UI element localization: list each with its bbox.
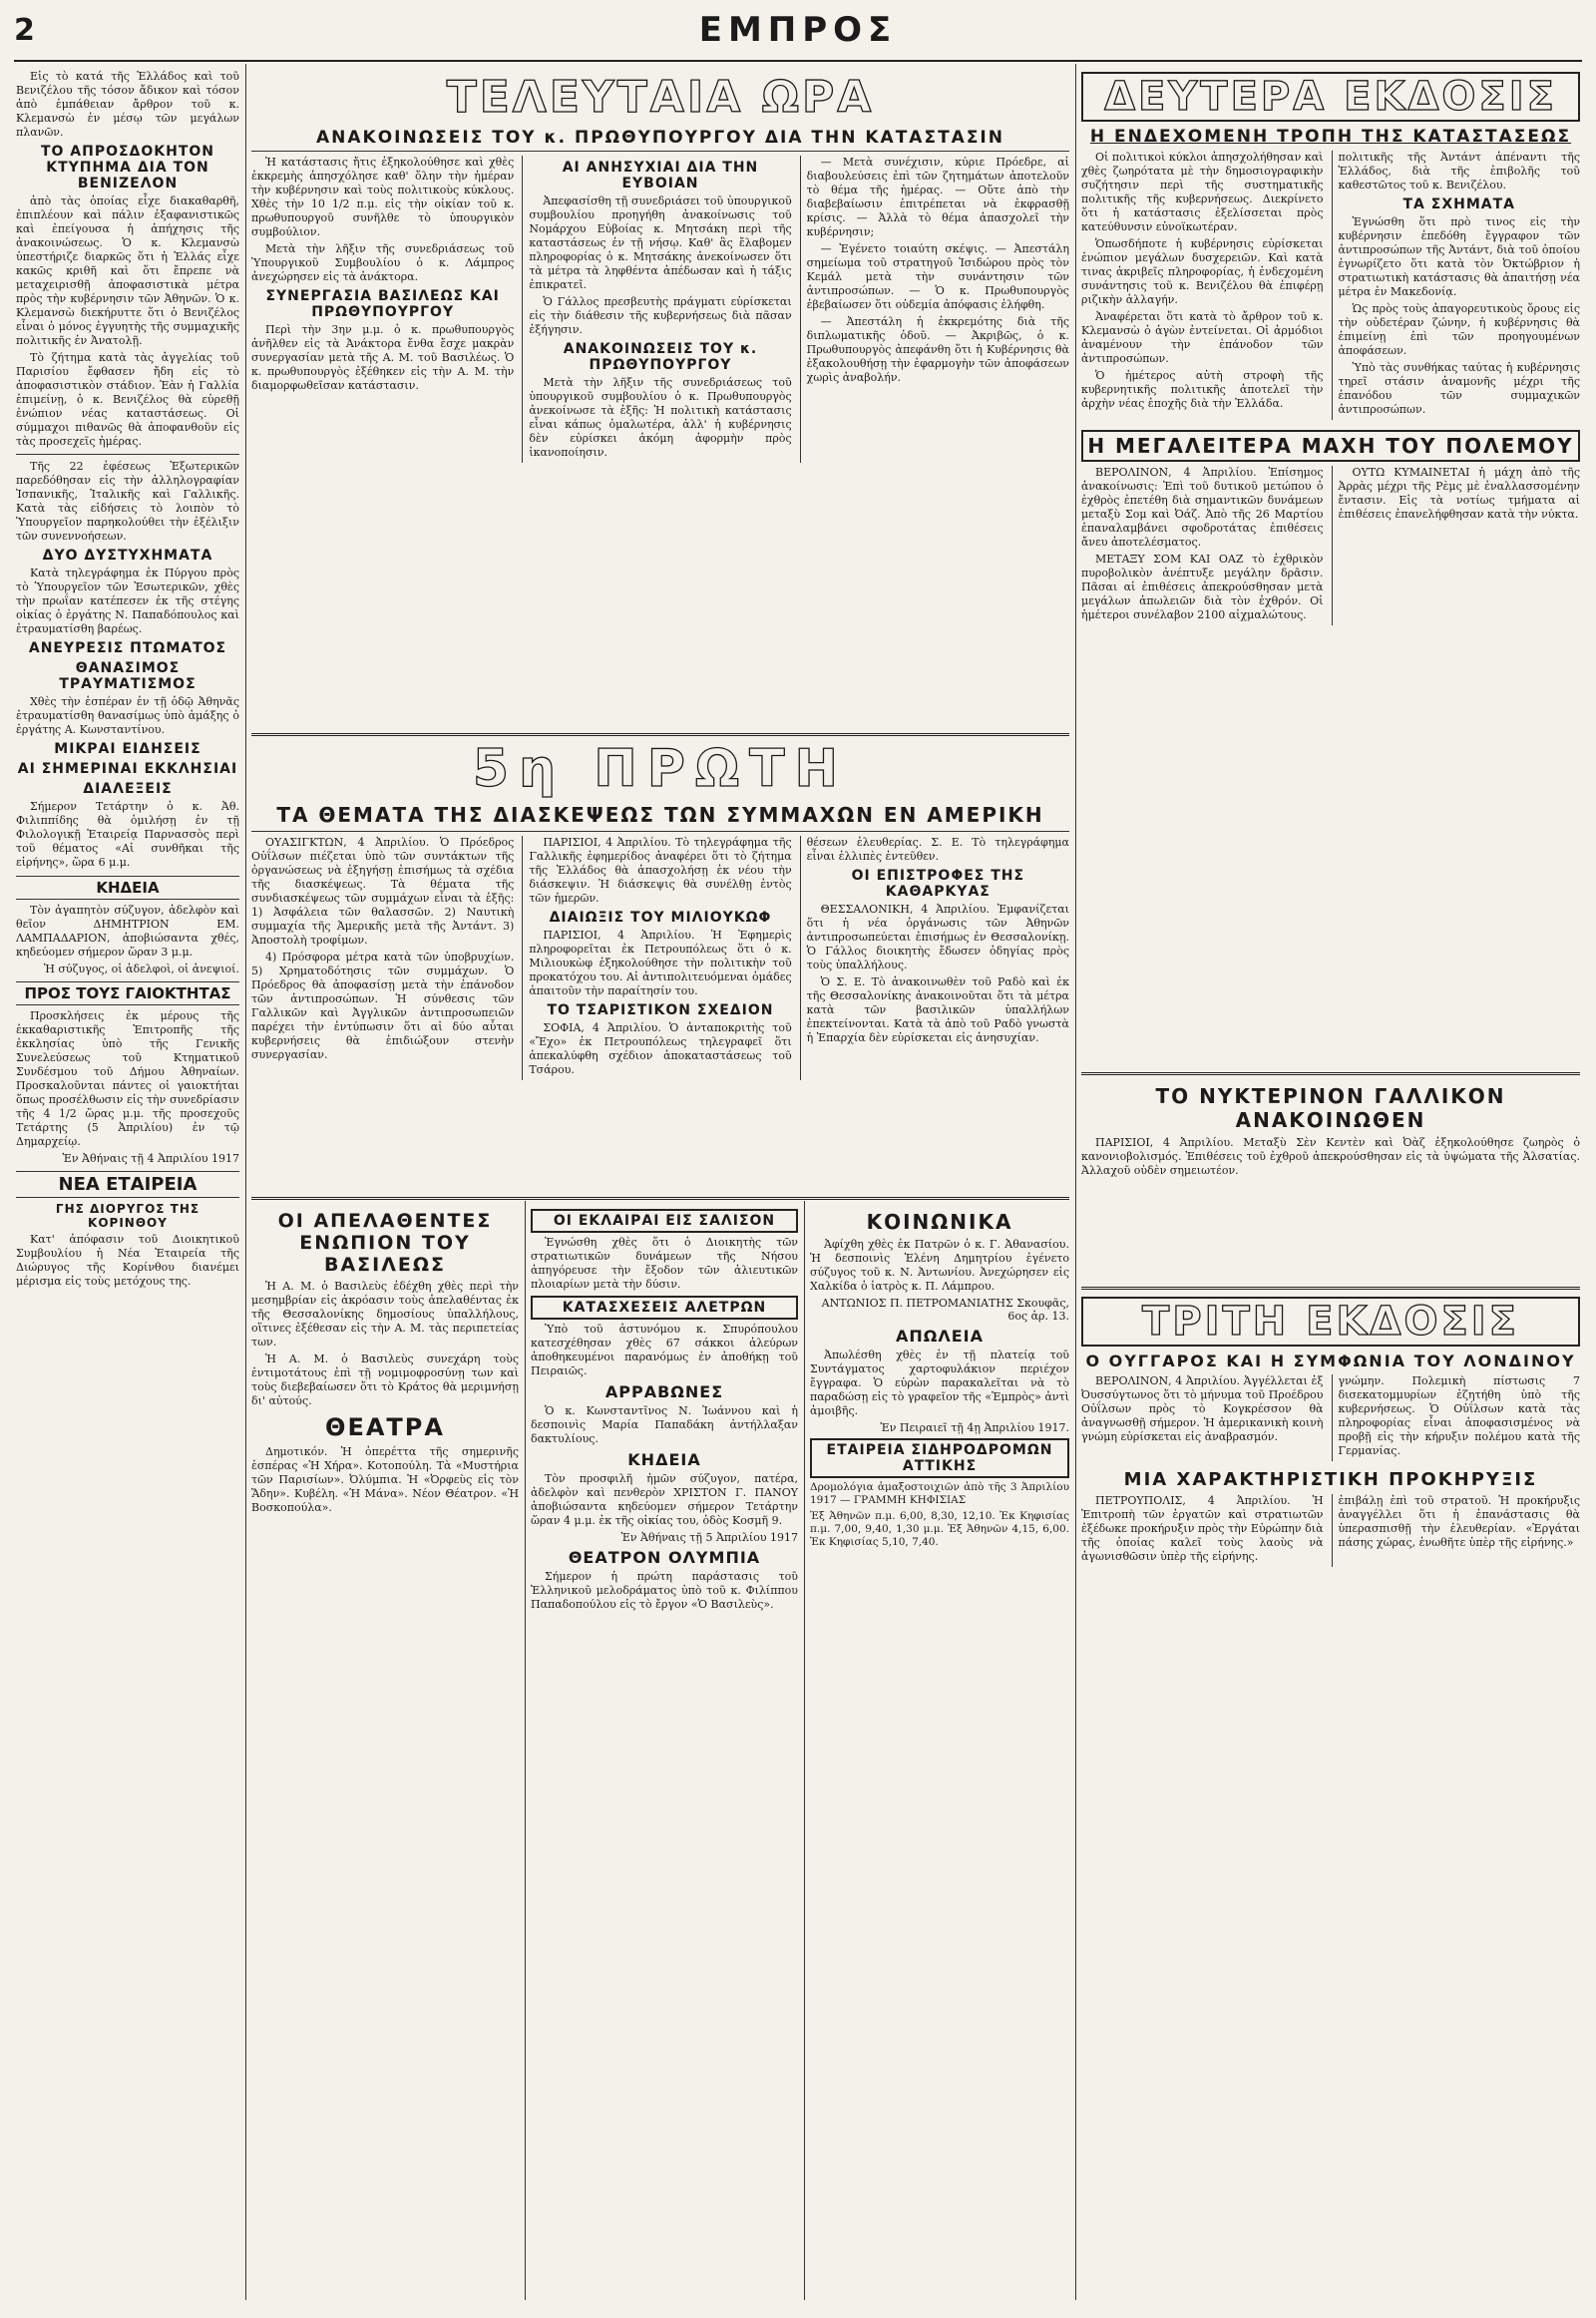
column [1081,151,1324,420]
article-text: Ἀφίχθη χθὲς ἐκ Πατρῶν ὁ κ. Γ. Ἀθανασίου. Ἡ δεσποινὶς Ἑλένη Δημητρίου ἐγένετο σύζυγος τοῦ κ. Ν. Ἀντωνίου. Ἀνεχώρησεν εἰς Χαλκίδα ὁ ἰατρὸς κ. Π. Λάμπρου. [810,1238,1069,1293]
divider [16,454,239,455]
bottom-col-3 [810,1205,1069,2298]
column [1081,1494,1324,1567]
section-title: ΜΙΑ ΧΑΡΑΚΤΗΡΙΣΤΙΚΗ ΠΡΟΚΗΡΥΞΙΣ [1123,1469,1538,1490]
headline: ΑΙ ΑΝΗΣΥΧΙΑΙ ΔΙΑ ΤΗΝ ΕΥΒΟΙΑΝ [562,160,759,192]
article-text: Χθὲς τὴν ἑσπέραν ἐν τῇ ὁδῷ Ἀθηνᾶς ἐτραυματίσθη θανασίμως ὑπὸ ἁμάξης ὁ ἐργάτης Α. Κωνσταντίνου. [16,695,239,736]
article-text: Ἐγνώσθη ὅτι πρὸ τινος εἰς τὴν κυβέρνησιν ἐπεδόθη ἔγγραφον τῶν ἀντιπροσώπων τῆς Ἀντάντ, διὰ τοῦ ὁποίου ἐγνωρίζετο ὅτι κατὰ τὸν Ὀκτώβριον ἡ στρατιωτικὴ κατάστασις θὰ ἀπαιτήσῃ νέα μέτρα ἐν Μακεδονίᾳ. [1338,215,1580,298]
article-text: Δημοτικόν. Ἡ ὀπερέττα τῆς σημερινῆς ἑσπέρας «Ἡ Χήρα». Κοτοπούλη. Τὰ «Μυστήρια τῶν Παρισίων». Ὀλύμπια. Ἡ «Ὀρφεὺς εἰς τὸν Ἅδην». Κυβέλη. «Ἡ Μάνα». Νέον Θέατρον. «Ἡ Βοσκοπούλα». [251,1445,519,1514]
page-number: 2 [14,12,35,48]
article-text: Τὸ ζήτημα κατὰ τὰς ἀγγελίας τοῦ Παρισίου ἔφθασεν ἤδη εἰς τὸ ἀποφασιστικὸν στάδιον. Ἐὰν ἡ Γαλλία ἐπιμείνῃ, ὁ κ. Βενιζέλος θὰ εὑρεθῇ ἐνώπιον νέας καταστάσεως. Οἱ σύμμαχοι πιθανῶς θὰ ἀποφανθοῦν εἰς τὰς προσεχεῖς ἡμέρας. [16,351,239,448]
section-title: ΟΙ ΕΚΛΑΙΡΑΙ ΕΙΣ ΣΑΛΙΣΟΝ [531,1209,798,1233]
column-rule [804,1201,805,2300]
article-text: ΒΕΡΟΛΙΝΟΝ, 4 Ἀπριλίου. Ἀγγέλλεται ἐξ Ὀυσσύγτωνος ὅτι τὸ μήνυμα τοῦ Προέδρου Οὐΐλσων πρὸς τὸ Κογκρέσσον θὰ ἀναγνωσθῇ σήμερον. Ἡ ἀμερικανικὴ κοινὴ γνώμη εὑρίσκεται εἰς ἀναβρασμόν. [1081,1374,1324,1443]
headline: ΔΙΑΛΕΞΕΙΣ [83,781,173,797]
article-text: ΒΕΡΟΛΙΝΟΝ, 4 Ἀπριλίου. Ἐπίσημος ἀνακοίνωσις: Ἐπὶ τοῦ δυτικοῦ μετώπου ὁ ἐχθρὸς ἐπετέθη διὰ σημαντικῶν δυνάμεων μεταξὺ Σομ καὶ Ὀάζ. Ἀπὸ τῆς 26 Μαρτίου ἐπαναλαμβάνει σφοδροτάτας ἐπιθέσεις ἄνευ ἀποτελέσματος. [1081,466,1324,549]
article-text: ΠΕΤΡΟΥΠΟΛΙΣ, 4 Ἀπριλίου. Ἡ Ἐπιτροπὴ τῶν ἐργατῶν καὶ στρατιωτῶν ἐξέδωκε προκήρυξιν πρὸς τὴν Εὐρώπην διὰ τῆς ὁποίας καλεῖ τοὺς λαοὺς νὰ ἀγωνισθῶσιν ὑπὲρ τῆς εἰρήνης. [1081,1494,1324,1563]
article-text: Κατὰ τηλεγράφημα ἐκ Πύργου πρὸς τὸ Ὑπουργεῖον τῶν Ἐσωτερικῶν, χθὲς τὴν πρωΐαν κατέπεσεν ἐκ τῆς στέγης οἰκίας ὁ ἐργάτης Ν. Παπαδόπουλος καὶ ἐτραυματίσθη βαρέως. [16,567,239,635]
notice-title: ΝΕΑ ΕΤΑΙΡΕΙΑ [16,1171,239,1198]
article-text: — Ἐγένετο τοιαύτη σκέψις. — Ἀπεστάλη σημείωμα τοῦ στρατηγοῦ Ἰσιδώρου πρὸς τὸν Κεμάλ μετὰ τὴν συνάντησιν τῶν ἀντιπροσώπων. — Ὁ κ. Πρωθυπουργὸς ἐβεβαίωσεν ὅτι οὐδεμία ἀπόφασις ἐλήφθη. [806,242,1069,311]
article-text: Ὁ Σ. Ε. Τὸ ἀνακοινωθὲν τοῦ Ραδὸ καὶ ἐκ τῆς Θεσσαλονίκης ἀνακοινοῦται ὅτι τὰ μέτρα κατὰ τῶν βασιλικῶν ὑπαλλήλων ἐπεκτείνονται. Κατὰ τὰ ἀπὸ τοῦ Ραδὸ γνωστὰ ἡ Ἐπαρχία δὲν εὑρίσκεται εἰς ἀνησυχίαν. [806,975,1069,1044]
section-subtitle: ΑΝΑΚΟΙΝΩΣΕΙΣ ΤΟΥ κ. ΠΡΩΘΥΠΟΥΡΓΟΥ ΔΙΑ ΤΗΝ ΚΑΤΑΣΤΑΣΙΝ [251,128,1069,152]
column [800,836,1069,1080]
article-text: ΟΥΑΣΙΓΚΤΩΝ, 4 Ἀπριλίου. Ὁ Πρόεδρος Οὐΐλσων πιέζεται ὑπὸ τῶν συντάκτων τῆς ὀργανώσεως νὰ ἐξηγήσῃ ἐπισήμως τὰ σχέδια τῆς διασκέψεως. Τὰ θέματα τῆς συνδιασκέψεως τῶν συμμάχων εἶναι τὰ ἑξῆς: 1) Ἀσφάλεια τῶν θαλασσῶν. 2) Ναυτικὴ συμμαχία τῆς Ἀμερικῆς μετὰ τῆς Ἀντάντ. 3) Ἀποστολὴ τροφίμων. [251,836,515,947]
headline: ΘΑΝΑΣΙΜΟΣ ΤΡΑΥΜΑΤΙΣΜΟΣ [59,660,197,692]
section-title: ΕΤΑΙΡΕΙΑ ΣΙΔΗΡΟΔΡΟΜΩΝ ΑΤΤΙΚΗΣ [810,1438,1069,1478]
section-title: ΑΠΩΛΕΙΑ [895,1327,985,1346]
notice-signature: Ἡ σύζυγος, οἱ ἀδελφοὶ, οἱ ἀνεψιοί. [43,963,239,975]
column [1332,151,1581,420]
article-text: Μετὰ τὴν λῆξιν τῆς συνεδριάσεως τοῦ ὑπουργικοῦ συμβουλίου ὁ κ. Πρωθυπουργὸς ἀνεκοίνωσε τὰ ἑξῆς: Ἡ πολιτικὴ κατάστασις εἶναι κάπως ὁμαλωτέρα, ἀλλ' ἡ κυβέρνησις δὲν εὑρίσκει ἀκόμη ἀφορμὴν πρὸς ἱκανοποίησιν. [529,376,792,459]
article-text: Ὁ κ. Κωνσταντῖνος Ν. Ἰωάννου καὶ ἡ δεσποινὶς Μαρία Παπαδάκη ἀντήλλαξαν δακτυλίους. [531,1404,798,1445]
article-text: Ἡ Α. Μ. ὁ Βασιλεὺς συνεχάρη τοὺς ἐντιμοτάτους ἐπὶ τῇ νομιμοφροσύνῃ των καὶ τοὺς διεβεβαίωσεν ὅτι τὸ Κράτος θὰ μεριμνήσῃ δι' αὐτούς. [251,1352,519,1407]
section-title: ΔΕΥΤΕΡΑ ΕΚΔΟΣΙΣ [1081,72,1580,122]
notice-signature: Ἐν Ἀθήναις τῇ 5 Ἀπριλίου 1917 [620,1531,798,1544]
notice-text: Τὸν ἀγαπητὸν σύζυγον, ἀδελφὸν καὶ θεῖον ΔΗΜΗΤΡΙΟΝ ΕΜ. ΛΑΜΠΑΔΑΡΙΟΝ, ἀποβιώσαντα χθές, κηδεύομεν σήμερον ὥραν 3 μ.μ. [16,904,239,959]
article-text: ἀπὸ τὰς ὁποίας εἶχε διακαθαρθῆ, ἐπιπλέουν καὶ πάλιν ἐξαφανιστικῶς καὶ ἐπείγουσα ἡ ἀπήχησις τῆς ἀνακοινώσεως. Ὁ κ. Κλεμανσὼ ὑπεστήριζε διαρκῶς ὅτι ἡ Ἑλλάς εἶχε κακῶς κριθῆ καὶ ὅτι ἔπρεπε νὰ μεταχειρισθῇ ἀποφασιστικὰ μέτρα πρὸς τὴν κυβέρνησιν τῶν Ἀθηνῶν. Ὁ κ. Κλεμανσὼ διεκήρυττε ὅτι ὁ Βενιζέλος εἶναι ὁ μόνος ἐγγυητὴς τῆς συμμαχικῆς πολιτικῆς ἐν Ἀνατολῇ. [16,194,239,347]
bottom-col-1 [251,1205,519,2298]
bottom-col-2 [531,1205,798,2298]
newspaper-name: ΕΜΠΡΟΣ [698,10,898,50]
article-text: ΣΟΦΙΑ, 4 Ἀπριλίου. Ὁ ἀνταποκριτὴς τοῦ «Ἔχο» ἐκ Πετρουπόλεως τηλεγραφεῖ ὅτι ἀπεκαλύφθη σχέδιον ἀποκαταστάσεως τοῦ Τσάρου. [529,1021,792,1076]
article-text: ΘΕΣΣΑΛΟΝΙΚΗ, 4 Ἀπριλίου. Ἐμφανίζεται ὅτι ἡ νέα ὀργάνωσις τῶν Ἀθηνῶν ἀντιπροσωπεύεται ἐπισήμως ἐν Θεσσαλονίκῃ. Ὁ Γάλλος διοικητὴς ἔδωσεν ὁδηγίας πρὸς τοὺς ὑπαλλήλους. [806,903,1069,971]
section-subtitle: ΤΑ ΘΕΜΑΤΑ ΤΗΣ ΔΙΑΣΚΕΨΕΩΣ ΤΩΝ ΣΥΜΜΑΧΩΝ ΕΝ ΑΜΕΡΙΚΗ [251,803,1069,832]
section-rule [251,1197,1069,1200]
section-title: ΤΡΙΤΗ ΕΚΔΟΣΙΣ [1081,1297,1580,1347]
article-text: Περὶ τὴν 3ην μ.μ. ὁ κ. πρωθυπουργὸς ἀνῆλθεν εἰς τὰ Ἀνάκτορα ἔνθα ἔσχε μακρὰν συνεργασίαν μετὰ τῆς Α. Μ. τοῦ Βασιλέως. Ὁ κ. πρωθυπουργὸς ἐξέθηκεν εἰς τὴν Α. Μ. τὴν διαμορφωθεῖσαν κατάστασιν. [251,323,515,392]
article-text: θέσεων ἐλευθερίας. Σ. Ε. Τὸ τηλεγράφημα εἶναι ἐλλιπὲς ἐντεῦθεν. [806,836,1069,863]
section-title: ΘΕΑΤΡΟΝ ΟΛΥΜΠΙΑ [568,1548,761,1567]
notice-signature: Ἐν Πειραιεῖ τῇ 4ῃ Ἀπριλίου 1917. [880,1421,1069,1434]
section-title: ΤΕΛΕΥΤΑΙΑ ΩΡΑ [446,72,875,123]
article-text: γνώμην. Πολεμικὴ πίστωσις 7 δισεκατομμυρίων ἐζητήθη ὑπὸ τῆς κυβερνήσεως. Ὁ Οὐΐλσων κατὰ τὰς πληροφορίας εἶναι ἀποφασισμένος νὰ προβῇ εἰς τὴν κήρυξιν πολέμου κατὰ τῆς Γερμανίας. [1338,1374,1580,1457]
two-columns [1081,466,1580,625]
article-text: — Μετὰ συνέχισιν, κύριε Πρόεδρε, αἱ διαβουλεύσεις ἐπὶ τῶν ζητημάτων ἀποτελοῦν τὸ θέμα τῆς ἡμέρας. — Οὔτε ἀπὸ τὴν διαβεβαίωσιν ἐπιτρέπεται νὰ ἐκφρασθῇ κρίσις. — Ἀλλὰ τὸ θέμα ἀπασχολεῖ τὴν κυβέρνησιν; [806,156,1069,238]
section-title: ΑΡΡΑΒΩΝΕΣ [604,1382,724,1401]
section-rule [1081,1072,1580,1075]
article-text: ἐπιβάλῃ ἐπὶ τοῦ στρατοῦ. Ἡ προκήρυξις ἀναγγέλλει ὅτι ἡ ἐπανάστασις θὰ ὑπερασπισθῇ τὴν ἐλευθερίαν. «Ἐργάται πάσης χώρας, ἑνωθῆτε ὑπὲρ τῆς εἰρήνης.» [1338,1494,1580,1549]
column-rule [1075,64,1076,2300]
section-title: ΟΙ ΑΠΕΛΑΘΕΝΤΕΣ ΕΝΩΠΙΟΝ ΤΟΥ ΒΑΣΙΛΕΩΣ [277,1210,493,1276]
section-title: Η ΜΕΓΑΛΕΙΤΕΡΑ ΜΑΧΗ ΤΟΥ ΠΟΛΕΜΟΥ [1081,430,1580,462]
article-text: Μετὰ τὴν λῆξιν τῆς συνεδριάσεως τοῦ Ὑπουργικοῦ Συμβουλίου ὁ κ. Λάμπρος ἀνεχώρησεν εἰς τὰ ἀνάκτορα. [251,242,515,283]
notice-title: ΚΗΔΕΙΑ [16,876,239,900]
headline: ΤΑ ΣΧΗΜΑΤΑ [1402,196,1515,212]
article-text: ΠΑΡΙΣΙΟΙ, 4 Ἀπριλίου. Μεταξὺ Σὲν Κεντὲν καὶ Ὀὰζ ἐξηκολούθησε ζωηρὸς ὁ κανονιοβολισμός. Ἐπιθέσεις τοῦ ἐχθροῦ ἀπεκρούσθησαν εἰς τὰ ὑψώματα τῆς Ἀλσατίας. Ἀλλαχοῦ οὐδὲν σημειωτέον. [1081,1136,1580,1177]
article-text: Ἀπωλέσθη χθὲς ἐν τῇ πλατείᾳ τοῦ Συντάγματος χαρτοφυλάκιον περιέχον ἔγγραφα. Ὁ εὑρὼν παρακαλεῖται νὰ τὸ παραδώσῃ εἰς τὸ γραφεῖον τῆς «Ἐμπρὸς» ἀντὶ ἀμοιβῆς. [810,1349,1069,1417]
article-text: Σήμερον Τετάρτην ὁ κ. Ἀθ. Φιλιππίδης θὰ ὁμιλήσῃ ἐν τῇ Φιλολογικῇ Ἑταιρείᾳ Παρνασσὸς περὶ τοῦ θέματος «Αἱ συνθῆκαι τῆς εἰρήνης», ὥρα 6 μ.μ. [16,800,239,869]
column [1081,1374,1324,1461]
notice-signature: Ἐν Ἀθήναις τῇ 4 Ἀπριλίου 1917 [62,1152,239,1165]
article-text: Εἰς τὸ κατά τῆς Ἑλλάδος καὶ τοῦ Βενιζέλου τῆς τόσον ἄδικον καὶ τόσον ἀπὸ ἐμπάθειαν ἄρθρον τοῦ κ. Κλεμανσὼ ἐν μέσῳ τῶν μεγάλων πλανῶν. [16,70,239,139]
two-columns [1081,151,1580,420]
column [251,156,514,463]
article-text: Ἀπεφασίσθη τῇ συνεδριάσει τοῦ ὑπουργικοῦ συμβουλίου προηγήθη ἀνακοίνωσις τοῦ Νομάρχου Εὐβοίας κ. Μητσάκη περὶ τῆς καταστάσεως ἐν τῇ νήσῳ. Καθ' ἃς ἔλαβομεν πληροφορίας ὁ κ. Μητσάκης ἀνεκοίνωσεν ὅτι τὰ μέτρα τὰ ληφθέντα ἀπέδωσαν καὶ ἡ τάξις ἐπικρατεῖ. [529,194,792,291]
column-rule [525,1201,526,2300]
article-text: Ὑπὸ τὰς συνθήκας ταύτας ἡ κυβέρνησις τηρεῖ στάσιν ἀναμονῆς μέχρι τῆς ἐπανόδου τῶν συμμαχικῶν ἀντιπροσώπων. [1338,361,1580,416]
timetable-header: Δρομολόγια ἁμαξοστοιχιῶν ἀπὸ τῆς 3 Ἀπριλίου 1917 — ΓΡΑΜΜΗ ΚΗΦΙΣΙΑΣ [810,1481,1069,1506]
article-text: Ὁ ἡμέτερος αὐτὴ στροφὴ τῆς κυβερνητικῆς πολιτικῆς ἀποτελεῖ τὴν ἀρχὴν νέας ἐποχῆς διὰ τὴν Ἑλλάδα. [1081,369,1324,410]
headline: ΑΝΕΥΡΕΣΙΣ ΠΤΩΜΑΤΟΣ [28,640,227,656]
article-text: Τῆς 22 ἐφέσεως Ἐξωτερικῶν παρεδόθησαν εἰς τὴν ἀλληλογραφίαν Ἰσπανικῆς, Ἰταλικῆς καὶ Γαλλικῆς. Κατὰ τὰς εἰδήσεις τὸ λοιπὸν τὸ Ὑπουργεῖον παρηκολούθει τὴν ἐξέλιξιν τῶν συνεννοήσεων. [16,460,239,543]
headline: ΔΥΟ ΔΥΣΤΥΧΗΜΑΤΑ [42,548,213,564]
third-edition-section [1081,1293,1580,2300]
second-edition-section [1081,68,1580,1065]
article-text: ΠΑΡΙΣΙΟΙ, 4 Ἀπριλίου. Τὸ τηλεγράφημα τῆς Γαλλικῆς ἐφημερίδος ἀναφέρει ὅτι τὸ ζήτημα τῆς Ἑλλάδος θὰ ἀπασχολήσῃ ἐκ νέου τὴν διάσκεψιν. Ἡ διάσκεψις θὰ συνέλθῃ ἐντὸς τῶν ἡμερῶν. [529,836,792,905]
masthead [14,0,1582,62]
article-text: πολιτικῆς τῆς Ἀντάντ ἀπέναντι τῆς Ἑλλάδος, διὰ τῆς ἐπιβολῆς τοῦ καθεστῶτος τοῦ κ. Βενιζέλου. [1338,151,1580,192]
notice-text: Κατ' ἀπόφασιν τοῦ Διοικητικοῦ Συμβουλίου ἡ Νέα Ἑταιρεία τῆς Διώρυγος τῆς Κορίνθου διανέμει μέρισμα εἰς τοὺς μετόχους της. [16,1233,239,1288]
article-text: — Ἀπεστάλη ἡ ἐκκρεμότης διὰ τῆς διπλωματικῆς ὁδοῦ. — Ἀκριβῶς, ὁ κ. Πρωθυπουργὸς ἀπεφάνθη ὅτι ἡ Κυβέρνησις θὰ ἐξακολουθήσῃ τὴν ἐφαρμογὴν τῶν ἀποφάσεων χωρὶς ἀναβολήν. [806,315,1069,384]
section-title: ΚΑΤΑΣΧΕΣΕΙΣ ΑΛΕΤΡΩΝ [531,1296,798,1320]
headline: ΔΙΑΙΩΞΙΣ ΤΟΥ ΜΙΛΙΟΥΚΩΦ [549,910,772,926]
section-subtitle: Ο ΟΥΓΓΑΡΟΣ ΚΑΙ Η ΣΥΜΦΩΝΙΑ ΤΟΥ ΛΟΝΔΙΝΟΥ [1085,1352,1576,1370]
article-text: 4) Πρόσφορα μέτρα κατὰ τῶν ὑποβρυχίων. 5) Χρηματοδότησις τῶν συμμάχων. Ὁ Πρόεδρος θὰ ἀποφασίσῃ μετὰ τὴν ἐπάνοδον τῶν ἀντιπροσώπων. Ἡ σύνθεσις τῶν Γαλλικῶν καὶ Ἀγγλικῶν ἀντιπροσωπειῶν παρέχει τὴν ἐντύπωσιν ὅτι αἱ δύο αὗται κυβερνήσεις θὰ ἐπιδιώξουν στενὴν συνεργασίαν. [251,951,515,1061]
section-title: 5η ΠΡΩΤΗ [472,740,849,799]
article-text: Τὸν προσφιλῆ ἡμῶν σύζυγον, πατέρα, ἀδελφὸν καὶ πενθερὸν ΧΡΙΣΤΟΝ Γ. ΠΑΝΟΥ ἀποβιώσαντα κηδεύομεν σήμερον Τετάρτην ὥραν 4 μ.μ. ἐκ τῆς οἰκίας του, ὁδὸς Κοσμῆ 9. [531,1472,798,1527]
article-text: Ἡ Α. Μ. ὁ Βασιλεὺς ἐδέχθη χθὲς περὶ τὴν μεσημβρίαν εἰς ἀκρόασιν τοὺς ἀπελαθέντας ἐκ τῆς Θεσσαλονίκης δημοσίους ὑπαλλήλους, οἵτινες ἐξέθεσαν εἰς τὴν Α. Μ. τὰς περιπετείας των. [251,1280,519,1349]
three-columns [251,156,1069,463]
column-rule [245,64,246,2300]
column [1081,466,1324,625]
headline: ΟΙ ΕΠΙΣΤΡΟΦΕΣ ΤΗΣ ΚΑΘΑΡΚΥΑΣ [851,868,1025,900]
section-title: ΘΕΑΤΡΑ [325,1413,445,1441]
column [1332,1374,1581,1461]
article-text: Οἱ πολιτικοὶ κύκλοι ἀπησχολήθησαν καὶ χθὲς ζωηρότατα μὲ τὴν δημοσιογραφικὴν συζήτησιν περὶ τῆς συστηματικῆς πολιτικῆς τῆς κυβερνήσεως. Διεκρίνετο ὅτι ἡ κατάστασις ἐξελίσσεται πρὸς κατεύθυνσιν εὐνοϊκωτέραν. [1081,151,1324,233]
night-communique-section [1081,1079,1580,1279]
headline: ΑΙ ΣΗΜΕΡΙΝΑΙ ΕΚΚΛΗΣΙΑΙ [17,761,238,777]
article-text: Ὁ Γάλλος πρεσβευτὴς πράγματι εὑρίσκεται εἰς τὴν διάθεσιν τῆς κυβερνήσεως διὰ πᾶσαν ἐξήγησιν. [529,295,792,336]
article-text: Σήμερον ἡ πρώτη παράστασις τοῦ Ἑλληνικοῦ μελοδράματος ὑπὸ τοῦ κ. Φιλίππου Παπαδοπούλου εἰς τὸ ἔργον «Ὁ Βασιλεὺς». [531,1570,798,1611]
article-text: Ἐγνώσθη χθὲς ὅτι ὁ Διοικητὴς τῶν στρατιωτικῶν δυνάμεων τῆς Νήσου ἀπηγόρευσε τὴν ἔξοδον τῶν ἁλιευτικῶν πλοιαρίων μετὰ τὴν δύσιν. [531,1236,798,1291]
article-text: Ὁπωσδήποτε ἡ κυβέρνησις εὑρίσκεται ἐνώπιον μεγάλων δυσχερειῶν. Καὶ κατὰ τινας ἀκριβεῖς πληροφορίας, ἡ ἐνδεχομένη συνάντησις τοῦ κ. Βενιζέλου θὰ ἐπιφέρῃ ριζικὴν ἀλλαγήν. [1081,237,1324,306]
notice-title: ΠΡΟΣ ΤΟΥΣ ΓΑΙΟΚΤΗΤΑΣ [16,981,239,1005]
three-columns [251,836,1069,1080]
section-title: ΚΗΔΕΙΑ [627,1450,701,1469]
section-title: ΤΟ ΝΥΚΤΕΡΙΝΟΝ ΓΑΛΛΙΚΟΝ ΑΝΑΚΟΙΝΩΘΕΝ [1155,1084,1506,1132]
column [1332,1494,1581,1567]
headline: ΑΝΑΚΟΙΝΩΣΕΙΣ ΤΟΥ κ. ΠΡΩΘΥΠΟΥΡΓΟΥ [563,341,758,373]
section-rule [1081,1287,1580,1290]
left-column [16,70,239,2298]
article-text: Ὑπὸ τοῦ ἀστυνόμου κ. Σπυρόπουλου κατεσχέθησαν χθὲς 67 σάκκοι ἀλεύρων ἀποθηκευμένοι παρανόμως ἐν ἀποθήκῃ τοῦ Πειραιῶς. [531,1323,798,1377]
headline: ΜΙΚΡΑΙ ΕΙΔΗΣΕΙΣ [54,741,201,757]
notice-text: Προσκλήσεις ἐκ μέρους τῆς ἐκκαθαριστικῆς Ἐπιτροπῆς τῆς ἐκκλησίας ὑπὸ τῆς Γενικῆς Συνελεύσεως τοῦ Κτηματικοῦ Συνδέσμου τοῦ Δήμου Ἀθηναίων. Προσκαλοῦνται πάντες οἱ γαιοκτήται ὅπως προσέλθωσιν εἰς τὴν συνεδρίασιν τῆς 4 1/2 ὥρας μ.μ. τῆς προσεχοῦς Τετάρτης (5 Ἀπριλίου) ἐν τῷ Δημαρχείῳ. [16,1009,239,1148]
notice-signature: ΑΝΤΩΝΙΟΣ Π. ΠΕΤΡΟΜΑΝΙΑΤΗΣ Σκουφᾶς, 6ος ἀρ. 13. [821,1297,1069,1323]
section-title: ΚΟΙΝΩΝΙΚΑ [866,1210,1013,1234]
fifth-edition-section [251,740,1069,1189]
notice-subtitle: ΓΗΣ ΔΙΟΡΥΓΟΣ ΤΗΣ ΚΟΡΙΝΘΟΥ [55,1202,200,1230]
section-subtitle: Η ΕΝΔΕΧΟΜΕΝΗ ΤΡΟΠΗ ΤΗΣ ΚΑΤΑΣΤΑΣΕΩΣ [1089,127,1572,147]
article-text: ΜΕΤΑΞΥ ΣΟΜ ΚΑΙ ΟΑΖ τὸ ἐχθρικὸν πυροβολικὸν ἀνέπτυξε μεγάλην δρᾶσιν. Πᾶσαι αἱ ἐπιθέσεις ἀπεκρούσθησαν μετὰ μεγάλων ἀπωλειῶν διὰ τὸν ἐχθρόν. Οἱ ἡμέτεροι συνέλαβον 2100 αἰχμαλώτους. [1081,553,1324,621]
article-text: ΟΥΤΩ ΚΥΜΑΙΝΕΤΑΙ ἡ μάχη ἀπὸ τῆς Ἀρρὰς μέχρι τῆς Ρὲμς μὲ ἐναλλασσομένην ἔντασιν. Εἰς τὰ νοτίως τμήματα αἱ ἐπιθέσεις ἐπανελήφθησαν κατὰ τὴν νύκτα. [1338,466,1580,521]
article-text: Ὡς πρὸς τοὺς ἀπαγορευτικοὺς ὅρους εἰς τὴν οὐδετέραν ζώνην, ἡ κυβέρνησις θὰ ἐπιμείνῃ ἐπὶ τῶν προηγουμένων ἀποφάσεων. [1338,302,1580,357]
column [522,836,791,1080]
article-text: Ἀναφέρεται ὅτι κατὰ τὸ ἄρθρον τοῦ κ. Κλεμανσὼ ὁ ἀγὼν ἐντείνεται. Οἱ ἀρμόδιοι ἀναμένουν τὴν ἐπάνοδον τῶν ἀντιπροσώπων. [1081,310,1324,365]
column [251,836,514,1080]
column [800,156,1069,463]
last-hour-section [251,68,1069,726]
headline: ΤΟ ΤΣΑΡΙΣΤΙΚΟΝ ΣΧΕΔΙΟΝ [547,1002,774,1018]
two-columns [1081,1374,1580,1461]
article-text: Ἡ κατάστασις ἤτις ἐξηκολούθησε καὶ χθὲς ἐκκρεμὴς ἀπησχόλησε καθ' ὅλην τὴν ἡμέραν τὴν κυβέρνησιν καὶ τοὺς πολιτικοὺς κύκλους. Χθὲς τὴν 10 1/2 π.μ. εἰς τὴν οἰκίαν τοῦ κ. πρωθυπουργοῦ συνῆλθε τὸ ὑπουργικὸν συμβούλιον. [251,156,515,238]
headline: ΣΥΝΕΡΓΑΣΙΑ ΒΑΣΙΛΕΩΣ ΚΑΙ ΠΡΩΘΥΠΟΥΡΓΟΥ [265,288,500,320]
two-columns [1081,1494,1580,1567]
column [1332,466,1581,625]
column [522,156,791,463]
headline: ΤΟ ΑΠΡΟΣΔΟΚΗΤΟΝ ΚΤΥΠΗΜΑ ΔΙΑ ΤΟΝ ΒΕΝΙΖΕΛΟΝ [40,144,215,192]
timetable-text: Ἐξ Ἀθηνῶν π.μ. 6,00, 8,30, 12,10. Ἐκ Κηφισίας π.μ. 7,00, 9,40, 1,30 μ.μ. Ἐξ Ἀθηνῶν 4,15, 6,00. Ἐκ Κηφισίας 5,10, 7,40. [810,1510,1069,1548]
section-rule [251,733,1069,736]
article-text: ΠΑΡΙΣΙΟΙ, 4 Ἀπριλίου. Ἡ Ἐφημερὶς πληροφορεῖται ἐκ Πετρουπόλεως ὅτι ὁ κ. Μιλιουκὼφ ἐξηκολούθησε τὴν πολιτικὴν τοῦ προκατόχου του. Αἱ ἀντιπολιτευόμεναι ὁμάδες ἀπαιτοῦν τὴν παραίτησίν του. [529,929,792,997]
